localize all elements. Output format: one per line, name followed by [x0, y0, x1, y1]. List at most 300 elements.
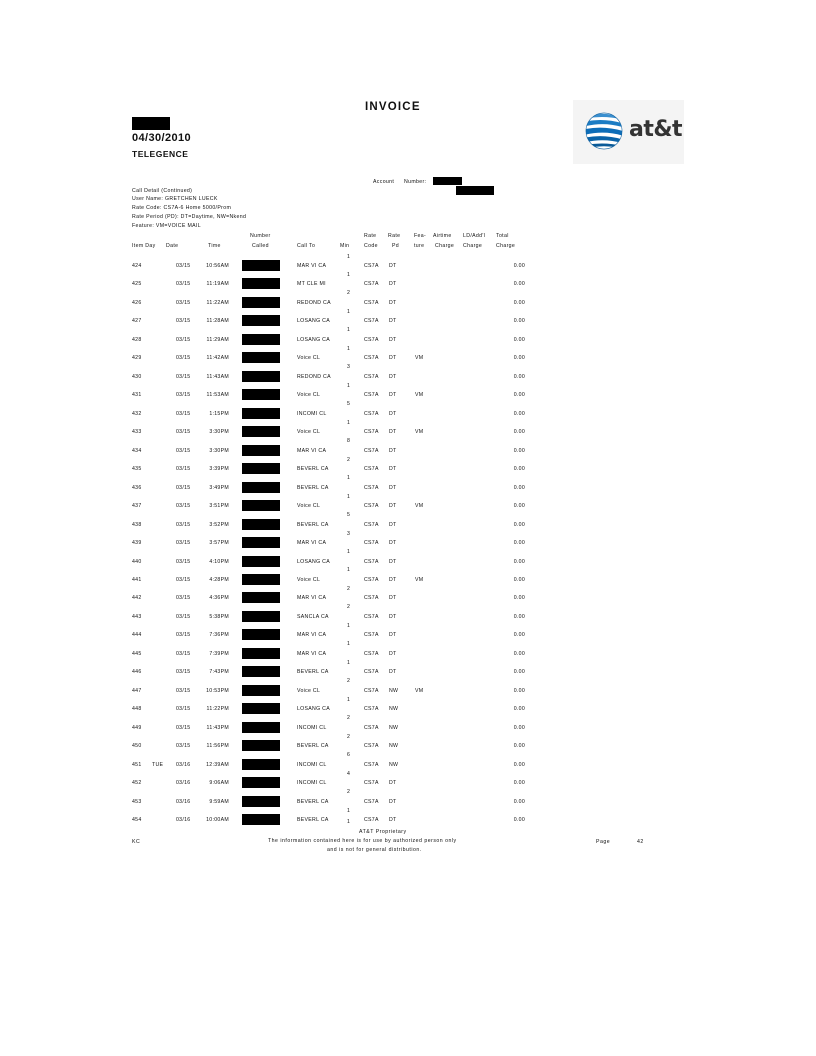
time-cell: 10:00AM [206, 817, 229, 824]
account-number-label: Number: [404, 179, 427, 185]
time-cell: 11:42AM [206, 355, 229, 362]
min-cell: 2 [347, 678, 351, 685]
col-number-bottom: Called [252, 243, 269, 249]
total-cell: 0.00 [513, 613, 525, 620]
redacted-name-block [132, 117, 170, 130]
redacted-number-called [242, 463, 280, 474]
total-cell: 0.00 [513, 318, 525, 325]
att-logo-text: at&t [629, 117, 683, 142]
rate-pd-cell: DT [389, 798, 397, 805]
call-to-cell: MAR VI CA [297, 632, 327, 639]
att-logo [573, 100, 684, 164]
item-cell: 443 [132, 613, 142, 620]
item-cell: 444 [132, 632, 142, 639]
redacted-number-called [242, 278, 280, 289]
rate-pd-cell: NW [389, 706, 399, 713]
rate-code-cell: CS7A [364, 318, 379, 325]
time-cell: 11:22AM [206, 299, 229, 306]
col-call-to: Call To [297, 243, 316, 249]
rate-pd-cell: NW [389, 761, 399, 768]
rate-code-cell: CS7A [364, 540, 379, 547]
call-to-cell: REDOND CA [297, 373, 331, 380]
time-cell: 10:53PM [206, 687, 229, 694]
total-cell: 0.00 [513, 595, 525, 602]
rate-period-line: Rate Period (PD): DT=Daytime, NW=Nkend [132, 214, 247, 220]
total-cell: 0.00 [513, 724, 525, 731]
min-cell: 2 [347, 789, 351, 796]
call-to-cell: INCOMI CL [297, 724, 327, 731]
date-cell: 03/15 [176, 263, 191, 269]
min-cell: 1 [347, 382, 351, 389]
time-cell: 10:56AM [206, 263, 229, 269]
call-to-cell: BEVERL CA [297, 817, 329, 824]
redacted-account-number [433, 177, 462, 185]
rate-code-cell: CS7A [364, 632, 379, 639]
rate-pd-cell: DT [389, 318, 397, 325]
date-cell: 03/15 [176, 318, 191, 325]
total-cell: 0.00 [513, 650, 525, 657]
rate-code-cell: CS7A [364, 392, 379, 399]
total-cell: 0.00 [513, 761, 525, 768]
rate-pd-cell: DT [389, 355, 397, 362]
rate-pd-cell: DT [389, 540, 397, 547]
item-cell: 445 [132, 650, 142, 657]
item-cell: 441 [132, 576, 142, 583]
item-cell: 449 [132, 724, 142, 731]
date-cell: 03/15 [176, 521, 191, 528]
col-rate-pd-bottom: Pd [392, 243, 400, 249]
rate-pd-cell: DT [389, 558, 397, 565]
col-number-top: Number [250, 233, 271, 239]
rate-pd-cell: DT [389, 429, 397, 436]
rate-code-cell: CS7A [364, 706, 379, 713]
total-cell: 0.00 [513, 410, 525, 417]
total-cell: 0.00 [513, 466, 525, 473]
time-cell: 5:38PM [209, 613, 229, 620]
date-cell: 03/16 [176, 780, 191, 787]
time-cell: 11:22PM [206, 706, 229, 713]
total-cell: 0.00 [513, 429, 525, 436]
time-cell: 4:10PM [209, 558, 229, 565]
total-cell: 0.00 [513, 632, 525, 639]
footer-page-label: Page [596, 839, 611, 845]
date-cell: 03/15 [176, 503, 191, 510]
rate-pd-cell: NW [389, 687, 399, 694]
min-cell: 1 [347, 475, 351, 482]
col-feature-top: Fea- [414, 233, 427, 239]
rate-code-cell: CS7A [364, 447, 379, 454]
footer-page-number: 42 [637, 839, 644, 845]
item-cell: 440 [132, 558, 142, 565]
call-to-cell: SANCLA CA [297, 613, 329, 620]
date-cell: 03/15 [176, 392, 191, 399]
item-cell: 430 [132, 373, 142, 380]
time-cell: 3:49PM [209, 484, 229, 491]
call-to-cell: Voice CL [297, 687, 321, 694]
footer-proprietary: AT&T Proprietary [359, 829, 407, 835]
item-cell: 425 [132, 281, 142, 288]
time-cell: 3:51PM [209, 503, 229, 510]
redacted-number-called [242, 426, 280, 437]
rate-code-cell: CS7A [364, 595, 379, 602]
date-cell: 03/15 [176, 558, 191, 565]
call-to-cell: LOSANG CA [297, 318, 330, 325]
min-cell: 2 [347, 290, 351, 297]
col-ld-bottom: Charge [463, 243, 483, 249]
call-to-cell: MT CLE MI [297, 281, 326, 288]
time-cell: 9:06AM [209, 780, 229, 787]
total-cell: 0.00 [513, 687, 525, 694]
call-to-cell: REDOND CA [297, 299, 331, 306]
total-cell: 0.00 [513, 373, 525, 380]
call-to-cell: INCOMI CL [297, 410, 327, 417]
item-cell: 426 [132, 299, 142, 306]
time-cell: 4:36PM [209, 595, 229, 602]
rate-code-cell: CS7A [364, 743, 379, 750]
call-to-cell: MAR VI CA [297, 263, 327, 269]
time-cell: 3:39PM [209, 466, 229, 473]
rate-code-cell: CS7A [364, 336, 379, 343]
col-feature-bottom: ture [414, 243, 425, 249]
date-cell: 03/15 [176, 743, 191, 750]
rate-pd-cell: DT [389, 447, 397, 454]
date-cell: 03/16 [176, 798, 191, 805]
date-cell: 03/16 [176, 817, 191, 824]
feature-cell: VM [415, 687, 424, 694]
time-cell: 9:59AM [209, 798, 229, 805]
item-cell: 438 [132, 521, 142, 528]
rate-pd-cell: DT [389, 632, 397, 639]
redacted-number-called [242, 537, 280, 548]
total-cell: 0.00 [513, 669, 525, 676]
redacted-number-called [242, 482, 280, 493]
total-cell: 0.00 [513, 780, 525, 787]
item-cell: 436 [132, 484, 142, 491]
col-airtime-top: Airtime [433, 233, 452, 239]
total-cell: 0.00 [513, 392, 525, 399]
col-time: Time [208, 243, 221, 249]
footer-notice-line2: and is not for general distribution. [327, 847, 422, 853]
rate-code-cell: CS7A [364, 724, 379, 731]
redacted-account-line2 [456, 186, 494, 195]
redacted-number-called [242, 315, 280, 326]
rate-pd-cell: DT [389, 595, 397, 602]
min-cell: 1 [347, 308, 351, 315]
date-cell: 03/15 [176, 632, 191, 639]
min-cell: 5 [347, 512, 351, 519]
footer-notice-line1: The information contained here is for use by authorized person only [268, 838, 457, 844]
date-cell: 03/15 [176, 595, 191, 602]
rate-code-cell: CS7A [364, 669, 379, 676]
redacted-number-called [242, 371, 280, 382]
rate-code-cell: CS7A [364, 798, 379, 805]
call-to-cell: BEVERL CA [297, 521, 329, 528]
col-airtime-bottom: Charge [435, 243, 455, 249]
rate-code-cell: CS7A [364, 521, 379, 528]
total-cell: 0.00 [513, 503, 525, 510]
min-cell: 4 [347, 770, 351, 777]
total-cell: 0.00 [513, 521, 525, 528]
min-cell: 2 [347, 733, 351, 740]
time-cell: 11:19AM [206, 281, 229, 288]
col-rate-code-bottom: Code [364, 243, 378, 249]
item-cell: 439 [132, 540, 142, 547]
rate-pd-cell: DT [389, 392, 397, 399]
feature-line: Feature: VM=VOICE MAIL [132, 223, 201, 229]
rate-code-cell: CS7A [364, 650, 379, 657]
time-cell: 7:36PM [209, 632, 229, 639]
rate-pd-cell: DT [389, 484, 397, 491]
rate-pd-cell: NW [389, 724, 399, 731]
col-rate-pd-top: Rate [388, 233, 401, 239]
total-cell: 0.00 [513, 484, 525, 491]
rate-code-cell: CS7A [364, 687, 379, 694]
redacted-number-called [242, 777, 280, 788]
redacted-number-called [242, 592, 280, 603]
min-cell: 1 [347, 271, 351, 278]
time-cell: 3:30PM [209, 447, 229, 454]
rate-code-cell: CS7A [364, 263, 379, 269]
col-ld-top: LD/Add'l [463, 233, 486, 239]
rate-pd-cell: DT [389, 263, 397, 269]
min-cell: 3 [347, 364, 351, 371]
date-cell: 03/15 [176, 724, 191, 731]
item-cell: 453 [132, 798, 142, 805]
time-cell: 11:43AM [206, 373, 229, 380]
redacted-number-called [242, 500, 280, 511]
rate-pd-cell: DT [389, 503, 397, 510]
item-cell: 432 [132, 410, 142, 417]
feature-cell: VM [415, 576, 424, 583]
call-to-cell: BEVERL CA [297, 798, 329, 805]
total-cell: 0.00 [513, 355, 525, 362]
rate-pd-cell: DT [389, 521, 397, 528]
min-cell: 1 [347, 659, 351, 666]
total-cell: 0.00 [513, 706, 525, 713]
rate-pd-cell: DT [389, 650, 397, 657]
item-cell: 434 [132, 447, 142, 454]
time-cell: 1:15PM [209, 410, 229, 417]
time-cell: 11:53AM [206, 392, 229, 399]
col-min: Min [340, 243, 350, 249]
redacted-number-called [242, 297, 280, 308]
min-cell: 2 [347, 715, 351, 722]
time-cell: 7:39PM [209, 650, 229, 657]
min-cell: 1 [347, 807, 351, 814]
time-cell: 12:39AM [206, 761, 229, 768]
time-cell: 7:43PM [209, 669, 229, 676]
item-cell: 428 [132, 336, 142, 343]
min-cell: 1 [347, 622, 351, 629]
date-cell: 03/15 [176, 355, 191, 362]
trailing-min: 1 [347, 819, 351, 825]
redacted-number-called [242, 759, 280, 770]
min-cell: 1 [347, 419, 351, 426]
total-cell: 0.00 [513, 263, 525, 269]
call-to-cell: Voice CL [297, 503, 321, 510]
redacted-number-called [242, 685, 280, 696]
redacted-number-called [242, 334, 280, 345]
feature-cell: VM [415, 355, 424, 362]
call-to-cell: LOSANG CA [297, 558, 330, 565]
rate-code-cell: CS7A [364, 780, 379, 787]
company-name: TELEGENCE [132, 149, 189, 159]
call-to-cell: Voice CL [297, 392, 321, 399]
call-to-cell: Voice CL [297, 429, 321, 436]
min-cell: 6 [347, 752, 351, 759]
min-cell: 1 [347, 327, 351, 334]
redacted-number-called [242, 703, 280, 714]
date-cell: 03/15 [176, 410, 191, 417]
redacted-number-called [242, 574, 280, 585]
min-cell: 3 [347, 530, 351, 537]
rate-code-cell: CS7A [364, 761, 379, 768]
call-to-cell: BEVERL CA [297, 484, 329, 491]
date-cell: 03/15 [176, 706, 191, 713]
rate-code-cell: CS7A [364, 613, 379, 620]
call-to-cell: MAR VI CA [297, 540, 327, 547]
rate-code-cell: CS7A [364, 576, 379, 583]
call-to-cell: Voice CL [297, 576, 321, 583]
call-to-cell: LOSANG CA [297, 706, 330, 713]
call-to-cell: MAR VI CA [297, 650, 327, 657]
rate-pd-cell: DT [389, 466, 397, 473]
date-cell: 03/15 [176, 466, 191, 473]
rate-pd-cell: DT [389, 299, 397, 306]
min-cell: 2 [347, 604, 351, 611]
redacted-number-called [242, 814, 280, 825]
date-cell: 03/15 [176, 613, 191, 620]
item-cell: 454 [132, 817, 142, 824]
rate-code-cell: CS7A [364, 373, 379, 380]
date-cell: 03/15 [176, 429, 191, 436]
min-cell: 2 [347, 456, 351, 463]
time-cell: 3:30PM [209, 429, 229, 436]
redacted-number-called [242, 796, 280, 807]
feature-cell: VM [415, 392, 424, 399]
rate-pd-cell: DT [389, 817, 397, 824]
rate-code-cell: CS7A [364, 281, 379, 288]
rate-code-cell: CS7A [364, 466, 379, 473]
date-cell: 03/15 [176, 373, 191, 380]
redacted-number-called [242, 260, 280, 271]
total-cell: 0.00 [513, 336, 525, 343]
total-cell: 0.00 [513, 817, 525, 824]
redacted-number-called [242, 629, 280, 640]
rate-pd-cell: DT [389, 576, 397, 583]
redacted-number-called [242, 611, 280, 622]
rate-pd-cell: DT [389, 373, 397, 380]
time-cell: 11:28AM [206, 318, 229, 325]
item-cell: 448 [132, 706, 142, 713]
rate-pd-cell: DT [389, 669, 397, 676]
min-cell: 1 [347, 253, 351, 260]
total-cell: 0.00 [513, 798, 525, 805]
item-cell: 431 [132, 392, 142, 399]
total-cell: 0.00 [513, 558, 525, 565]
rate-code-cell: CS7A [364, 484, 379, 491]
redacted-number-called [242, 722, 280, 733]
time-cell: 11:43PM [206, 724, 229, 731]
call-to-cell: BEVERL CA [297, 669, 329, 676]
call-to-cell: LOSANG CA [297, 336, 330, 343]
col-item-day: Item Day [132, 243, 156, 249]
min-cell: 1 [347, 493, 351, 500]
date-cell: 03/15 [176, 336, 191, 343]
feature-cell: VM [415, 503, 424, 510]
total-cell: 0.00 [513, 281, 525, 288]
min-cell: 5 [347, 401, 351, 408]
total-cell: 0.00 [513, 540, 525, 547]
date-cell: 03/15 [176, 669, 191, 676]
min-cell: 2 [347, 585, 351, 592]
feature-cell: VM [415, 429, 424, 436]
item-cell: 451 [132, 761, 142, 768]
date-cell: 03/16 [176, 761, 191, 768]
min-cell: 1 [347, 696, 351, 703]
rate-code-cell: CS7A [364, 429, 379, 436]
call-to-cell: Voice CL [297, 355, 321, 362]
item-cell: 452 [132, 780, 142, 787]
rate-pd-cell: DT [389, 780, 397, 787]
invoice-date: 04/30/2010 [132, 132, 192, 144]
time-cell: 3:57PM [209, 540, 229, 547]
total-cell: 0.00 [513, 743, 525, 750]
item-cell: 446 [132, 669, 142, 676]
item-cell: 437 [132, 503, 142, 510]
rate-code-cell: CS7A [364, 410, 379, 417]
min-cell: 1 [347, 641, 351, 648]
item-cell: 435 [132, 466, 142, 473]
total-cell: 0.00 [513, 447, 525, 454]
call-to-cell: BEVERL CA [297, 743, 329, 750]
date-cell: 03/15 [176, 687, 191, 694]
time-cell: 3:52PM [209, 521, 229, 528]
redacted-number-called [242, 648, 280, 659]
rate-pd-cell: DT [389, 613, 397, 620]
col-total-bottom: Charge [496, 243, 516, 249]
redacted-number-called [242, 666, 280, 677]
total-cell: 0.00 [513, 299, 525, 306]
item-cell: 424 [132, 263, 142, 269]
call-to-cell: INCOMI CL [297, 761, 327, 768]
total-cell: 0.00 [513, 576, 525, 583]
rate-code-line: Rate Code: CS7A-6 Home 5000/Prom [132, 205, 232, 211]
item-cell: 427 [132, 318, 142, 325]
min-cell: 1 [347, 549, 351, 556]
item-cell: 433 [132, 429, 142, 436]
call-to-cell: MAR VI CA [297, 447, 327, 454]
col-rate-code-top: Rate [364, 233, 377, 239]
redacted-number-called [242, 740, 280, 751]
date-cell: 03/15 [176, 447, 191, 454]
time-cell: 4:28PM [209, 576, 229, 583]
call-to-cell: MAR VI CA [297, 595, 327, 602]
redacted-number-called [242, 445, 280, 456]
time-cell: 11:56PM [206, 743, 229, 750]
min-cell: 1 [347, 345, 351, 352]
rate-pd-cell: DT [389, 336, 397, 343]
rate-code-cell: CS7A [364, 817, 379, 824]
call-to-cell: INCOMI CL [297, 780, 327, 787]
redacted-number-called [242, 556, 280, 567]
min-cell: 8 [347, 438, 351, 445]
rate-pd-cell: NW [389, 743, 399, 750]
rate-pd-cell: DT [389, 410, 397, 417]
min-cell: 1 [347, 567, 351, 574]
date-cell: 03/15 [176, 576, 191, 583]
date-cell: 03/15 [176, 484, 191, 491]
